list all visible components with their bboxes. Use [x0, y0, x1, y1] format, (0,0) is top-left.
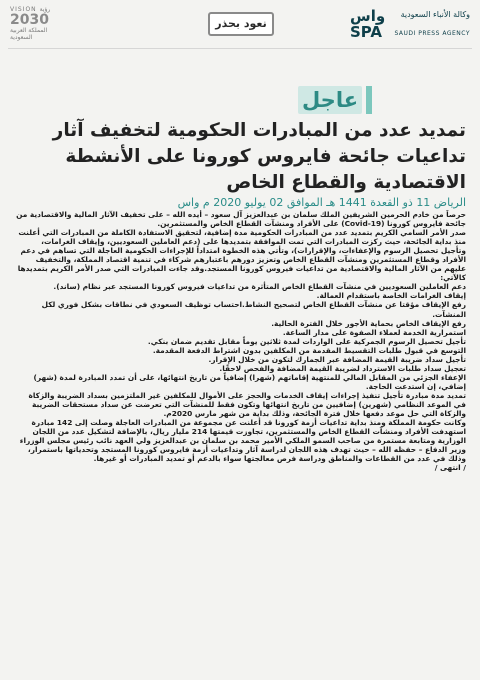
- body-paragraph: التوسع في قبول طلبات التقسيط المقدمة من المكلفين بدون اشتراط الدفعة المقدمة.: [152, 345, 466, 355]
- article-headline: تمديد عدد من المبادرات الحكومية لتخفيف آثار تداعيات جائحة فايروس كورونا على الأنشطة الاقتصادية والقطاع الخاص: [52, 120, 466, 193]
- article-body: [14, 210, 466, 650]
- urgent-accent-bar: [366, 86, 372, 114]
- body-paragraph: استمرارية الخدمة لعملاء الصفوة على مدار الساعة.: [282, 327, 466, 337]
- spa-mark: واس SPA: [350, 7, 386, 41]
- header-divider: [8, 48, 472, 49]
- vision-top-label: VISION رؤية: [10, 6, 51, 13]
- top-bar: [0, 0, 480, 48]
- body-paragraph: تأجيل سداد ضريبة القيمة المضافة عبر الجمارك لتكون من خلال الإقرار.: [208, 354, 466, 364]
- body-paragraph: وكانت حكومة المملكة ومنذ بداية تداعيات أزمة كورونا قد أعلنت عن مجموعة من المبادرات العاجلة وصلت إلى 142 مبادرة استهدفت الأفراد ومنشآت القطاع الخاص والمستثمرين، تجاوزت قيمتها 214 مليار ريال، بالإضافة لتشكيل عدد من اللجان الوزارية ومتابعة مستمرة من صاحب السمو الملكي الأمير محمد بن سلمان بن عبدالعزيز ولي العهد نائب رئيس مجلس الوزراء وزير الدفاع – حفظه الله – حيث تهدف هذه اللجان لدراسة آثار وتداعيات أزمة فايروس كورونا المستجد وتحدياتها باستمرار، وذلك في عدد من القطاعات والمناطق ودراسة فرص معالجتها سواء بالدعم أو تمديد المبادرات أو غيرها.: [19, 418, 466, 464]
- end-marker: / انتهى /: [434, 463, 466, 473]
- agency-name-ar: وكالة الأنباء السعودية: [400, 10, 470, 19]
- body-paragraph: إيقاف الغرامات الخاصة باستقدام العمالة.: [316, 291, 466, 301]
- body-paragraph: تعجيل سداد طلبات الاسترداد لضريبة القيمة المضافة والفحص لاحقًا.: [219, 363, 466, 373]
- body-paragraph: حرصاً من خادم الحرمين الشريفين الملك سلمان بن عبدالعزيز آل سعود – أيده الله – على تخفيف الآثار المالية والاقتصادية من جائحة فايروس كورونا (Covid-19) على الأفراد ومنشآت القطاع الخاص والمستثمرين.: [16, 210, 466, 229]
- urgent-badge: عاجل: [298, 86, 362, 114]
- body-paragraph: رفع الإيقاف مؤقتا عن منشآت القطاع الخاص لتصحيح النشاط.احتساب توظيف السعودي في نطاقات بشكل فوري لكل المنشآت.: [41, 300, 466, 319]
- vision-year: 2030: [10, 12, 49, 28]
- body-paragraph: صدر الأمر السامي الكريم بتمديد عدد من المبادرات الحكومية مدة إضافية، لتحقيق الاستفادة الكاملة من المبادرات التي أعلنت منذ بداية الجائحة، حيث ركزت المبادرات التي تمت الموافقة بتمديدها على (دعم العاملين السعوديين، وإيقاف الغرامات، وتأجيل تحصيل الرسوم والإعفاءات، والإقرارات)، وتأتي هذه الخطوة امتداداً للإجراءات الحكومية العاجلة التي تساهم في دعم الأفراد وقطاع المستثمرين ومنشآت القطاع الخاص وتعزيز دورهم باعتبارهم شركاء في تنمية اقتصاد المملكة، والتخفيف عليهم من الآثار المالية والاقتصادية من تداعيات فيروس كورونا المستجد.وقد جاءت المبادرات التي صدر الأمر الكريم بتمديدها كالآتي:: [17, 228, 466, 283]
- spa-logo: [350, 8, 470, 42]
- agency-name-en: SAUDI PRESS AGENCY: [394, 30, 470, 37]
- body-paragraph: تأجيل تحصيل الرسوم الجمركية على الواردات لمدة ثلاثين يوماً مقابل تقديم ضمان بنكي.: [147, 336, 466, 346]
- vision-2030-logo: [10, 6, 62, 40]
- body-paragraph: تمديد مدة مبادرة تأجيل تنفيذ إجراءات إيقاف الخدمات والحجز على الأموال للمكلفين غير الملتزمين بسداد الضريبة والزكاة في الموعد النظامي (شهرين) إضافيين من تاريخ انتهائها وتكون فقط للمنشآت التي تعرضت عن سداد مستحقات الضريبة والزكاة التي حل موعد دفعها خلال فترة الجائحة، وذلك بداية من شهر مارس 2020م.: [28, 390, 466, 419]
- article-dateline: الرياض 11 ذو القعدة 1441 هـ الموافق 02 يوليو 2020 م واس: [177, 196, 466, 209]
- body-paragraph: رفع الإيقاف الخاص بحماية الأجور خلال الفترة الحالية.: [271, 318, 466, 328]
- body-paragraph: الإعفاء الجزئي من المقابل المالي للمنتهية إقاماتهم (شهرا) إضافياً من تاريخ انتهائها، على أن تمدد المبادرة لمدة (شهر) إضافي، إن استدعت الحاجة.: [33, 372, 466, 391]
- vision-arabic-label: المملكة العربية السعودية: [10, 27, 48, 41]
- brand-badge: نعود بحذر: [208, 12, 274, 36]
- body-paragraph: دعم العاملين السعوديين في منشآت القطاع الخاص المتأثرة من تداعيات فيروس كورونا المستجد عبر نظام (ساند).: [53, 282, 466, 292]
